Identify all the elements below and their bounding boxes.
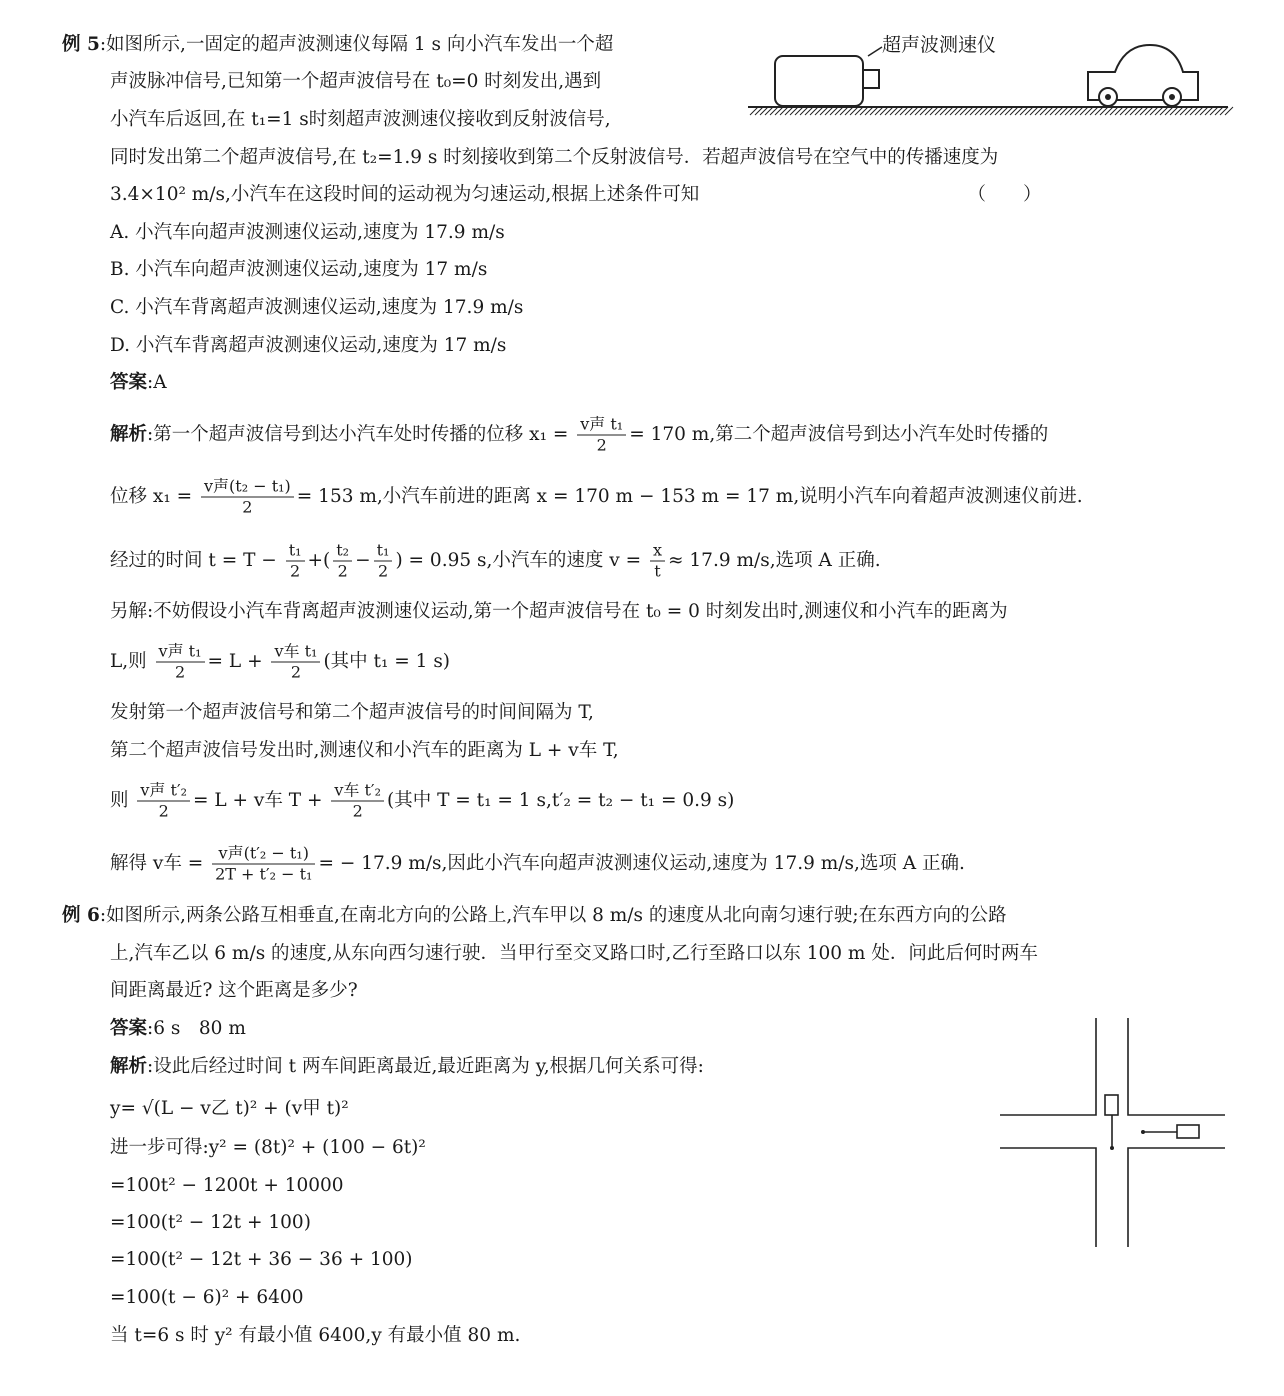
text-run: = L +: [207, 651, 269, 672]
text-run: 位移 x₁ =: [110, 486, 198, 507]
denominator: 2: [242, 497, 253, 517]
text-run: :如图所示,两条公路互相垂直,在南北方向的公路上,汽车甲以 8 m/s 的速度从北向南匀速行驶;在东西方向的公路: [99, 905, 1007, 926]
example6-line: [110, 942, 1038, 966]
diagram-label-speedometer: 超声波测速仪: [882, 34, 997, 56]
text-run: A. 小汽车向超声波测速仪运动,速度为 17.9 m/s: [110, 222, 505, 243]
example6-line: [62, 904, 1007, 928]
bold-label: 解析: [110, 424, 148, 445]
text-run: :设此后经过时间 t 两车间距离最近,最近距离为 y,根据几何关系可得:: [147, 1056, 704, 1077]
example5-line: [110, 844, 965, 885]
ultrasonic-car-diagram: [740, 30, 1240, 125]
denominator: 2: [596, 435, 607, 455]
example5-line: [110, 70, 601, 94]
numerator: x: [650, 541, 665, 562]
example5-line: [110, 642, 450, 683]
text-run: =100t² − 1200t + 10000: [110, 1175, 344, 1196]
example5-line: [110, 781, 734, 822]
example5-line: [110, 258, 487, 282]
example6-line: [110, 1248, 413, 1272]
text-run: D. 小汽车背离超声波测速仪运动,速度为 17 m/s: [110, 335, 507, 356]
text-run: 上,汽车乙以 6 m/s 的速度,从东向西匀速行驶．当甲行至交叉路口时,乙行至路口以东 100 m 处．问此后何时两车: [110, 943, 1038, 964]
text-run: = L + v车 T +: [193, 790, 329, 811]
example5-line: [110, 183, 1042, 207]
bold-label: 答案: [110, 1018, 148, 1039]
example5-line: [110, 296, 523, 320]
denominator: 2: [290, 662, 302, 682]
example6-line: [110, 1324, 520, 1348]
text-run: 发射第一个超声波信号和第二个超声波信号的时间间隔为 T,: [110, 702, 594, 723]
example5-line: [62, 33, 613, 57]
fraction: [286, 541, 305, 582]
bold-label: 例 5: [62, 34, 100, 55]
text-run: 另解:不妨假设小汽车背离超声波测速仪运动,第一个超声波信号在 t₀ = 0 时刻发出时,测速仪和小汽车的距离为: [110, 601, 1008, 622]
bold-label: 解析: [110, 1056, 148, 1077]
example6-line: [110, 1097, 349, 1121]
example5-line: [110, 600, 1008, 624]
fraction: [577, 415, 626, 456]
bold-label: 例 6: [62, 905, 100, 926]
example5-line: [110, 108, 611, 132]
text-run: y= √(L − v乙 t)² + (v甲 t)²: [110, 1098, 349, 1119]
text-run: =100(t² − 12t + 100): [110, 1212, 311, 1233]
numerator: v声 t₁: [577, 415, 626, 436]
text-run: =100(t² − 12t + 36 − 36 + 100): [110, 1249, 413, 1270]
denominator: 2: [290, 561, 301, 581]
text-run: = − 17.9 m/s,因此小汽车向超声波测速仪运动,速度为 17.9 m/s,选项 A 正确.: [318, 853, 965, 874]
text-run: 小汽车后返回,在 t₁=1 s时刻超声波测速仪接收到反射波信号,: [110, 109, 611, 130]
numerator: t₂: [333, 541, 352, 562]
example5-line: [110, 415, 1048, 456]
fraction: [271, 642, 320, 683]
numerator: v声 t₁: [156, 642, 205, 663]
text-run: +(: [307, 550, 331, 571]
text-run: :如图所示,一固定的超声波测速仪每隔 1 s 向小汽车发出一个超: [99, 34, 614, 55]
text-run: :6 s 80 m: [147, 1018, 246, 1039]
example5-line: [110, 701, 594, 725]
example5-line: [110, 221, 505, 245]
intersection-diagram: [995, 1015, 1230, 1250]
fraction: [331, 781, 384, 822]
fraction: [650, 541, 665, 582]
text-run: 当 t=6 s 时 y² 有最小值 6400,y 有最小值 80 m.: [110, 1325, 521, 1346]
fraction: [201, 477, 294, 518]
numerator: v声 t′₂: [137, 781, 190, 802]
numerator: v车 t₁: [271, 642, 320, 663]
numerator: v声(t′₂ − t₁): [212, 844, 315, 865]
example5-line: [110, 739, 619, 763]
example6-line: [110, 1055, 704, 1079]
fraction: [333, 541, 352, 582]
fraction: [156, 642, 205, 683]
text-run: 3.4×10² m/s,小汽车在这段时间的运动视为匀速运动,根据上述条件可知 （ ）: [110, 184, 1042, 205]
numerator: v车 t′₂: [331, 781, 384, 802]
fraction: [137, 781, 190, 822]
denominator: 2: [158, 801, 169, 821]
example5-line: [110, 334, 506, 358]
text-run: 间距离最近? 这个距离是多少?: [110, 980, 358, 1001]
bold-label: 答案: [110, 372, 148, 393]
text-run: ≈ 17.9 m/s,选项 A 正确.: [668, 550, 881, 571]
fraction: [212, 844, 315, 885]
text-run: −: [355, 550, 371, 571]
fraction: [374, 541, 393, 582]
numerator: v声(t₂ − t₁): [201, 477, 294, 498]
example5-line: [110, 541, 881, 582]
example5-line: [110, 371, 167, 395]
example6-line: [110, 1286, 303, 1310]
text-run: L,则: [110, 651, 153, 672]
text-run: = 170 m,第二个超声波信号到达小汽车处时传播的: [629, 424, 1049, 445]
denominator: 2: [377, 561, 389, 581]
text-run: :第一个超声波信号到达小汽车处时传播的位移 x₁ =: [147, 424, 575, 445]
text-run: 进一步可得:y² = (8t)² + (100 − 6t)²: [110, 1137, 426, 1158]
text-run: 经过的时间 t = T −: [110, 550, 283, 571]
text-run: C. 小汽车背离超声波测速仪运动,速度为 17.9 m/s: [110, 297, 524, 318]
text-run: = 153 m,小汽车前进的距离 x = 170 m − 153 m = 17 m,说明小汽车向着超声波测速仪前进.: [296, 486, 1083, 507]
denominator: 2: [174, 662, 186, 682]
example6-line: [110, 1017, 246, 1041]
denominator: 2T + t′₂ − t₁: [215, 864, 313, 884]
numerator: t₁: [286, 541, 305, 562]
text-run: :A: [147, 372, 167, 393]
denominator: t: [654, 561, 661, 581]
text-run: 解得 v车 =: [110, 853, 210, 874]
example6-line: [110, 979, 358, 1003]
text-run: B. 小汽车向超声波测速仪运动,速度为 17 m/s: [110, 259, 488, 280]
text-run: 声波脉冲信号,已知第一个超声波信号在 t₀=0 时刻发出,遇到: [110, 71, 602, 92]
example5-line: [110, 146, 998, 170]
text-run: =100(t − 6)² + 6400: [110, 1287, 304, 1308]
text-run: 第二个超声波信号发出时,测速仪和小汽车的距离为 L + v车 T,: [110, 740, 619, 761]
text-run: ) = 0.95 s,小汽车的速度 v =: [395, 550, 647, 571]
text-run: 则: [110, 790, 135, 811]
denominator: 2: [352, 801, 363, 821]
example5-line: [110, 477, 1083, 518]
text-run: (其中 T = t₁ = 1 s,t′₂ = t₂ − t₁ = 0.9 s): [386, 790, 735, 811]
example6-line: [110, 1136, 426, 1160]
example6-line: [110, 1174, 344, 1198]
numerator: t₁: [374, 541, 393, 562]
text-run: 同时发出第二个超声波信号,在 t₂=1.9 s 时刻接收到第二个反射波信号．若超声波信号在空气中的传播速度为: [110, 147, 999, 168]
example6-line: [110, 1211, 311, 1235]
text-run: (其中 t₁ = 1 s): [323, 651, 451, 672]
denominator: 2: [337, 561, 348, 581]
